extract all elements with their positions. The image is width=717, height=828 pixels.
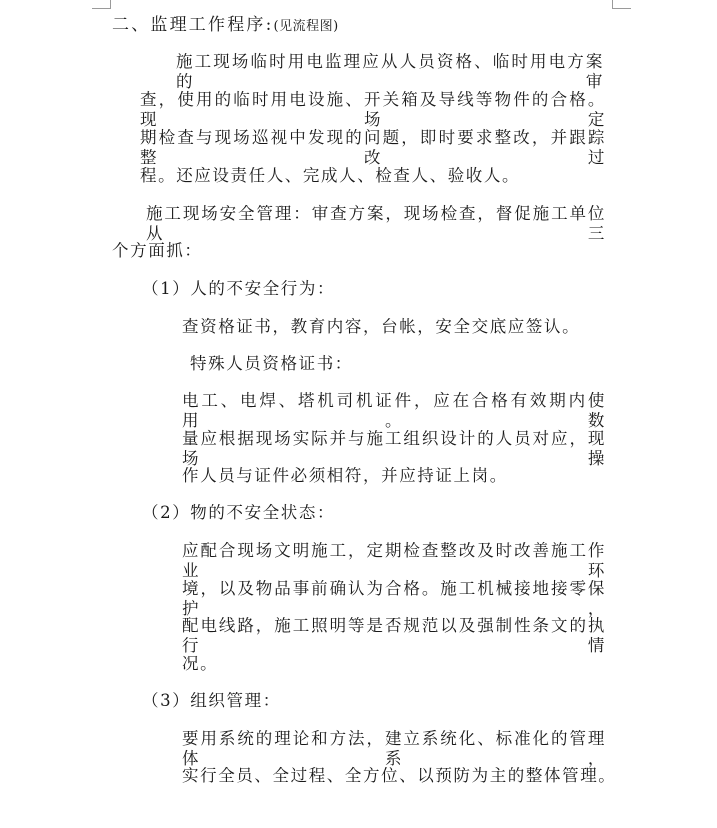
item-label: （1）人的不安全行为： bbox=[142, 279, 336, 298]
section-heading bbox=[112, 15, 339, 37]
section-note: (见流程图) bbox=[273, 19, 339, 34]
item-line: 量应根据现场实际并与施工组织设计的人员对应，现场操 bbox=[182, 429, 606, 468]
safety-intro-line: 个方面抓： bbox=[112, 241, 203, 260]
item-line: 配电线路，施工照明等是否规范以及强制性条文的执行情 bbox=[182, 616, 606, 655]
electric-paragraph-line: 查，使用的临时用电设施、开关箱及导线等物件的合格。现场定 bbox=[140, 90, 606, 129]
item-line: 电工、电焊、塔机司机证件，应在合格有效期内使用。数 bbox=[182, 391, 606, 430]
item-line: 作人员与证件必须相符，并应持证上岗。 bbox=[182, 466, 508, 485]
crop-mark-left bbox=[92, 0, 111, 9]
item-line: 境，以及物品事前确认为合格。施工机械接地接零保护， bbox=[182, 579, 606, 618]
item-label: （2）物的不安全状态： bbox=[142, 503, 336, 522]
electric-paragraph-line: 期检查与现场巡视中发现的问题，即时要求整改，并跟踪整改过 bbox=[140, 128, 606, 167]
item-line: 特殊人员资格证书： bbox=[190, 354, 353, 373]
item-label: （3）组织管理： bbox=[142, 691, 281, 710]
crop-mark-right bbox=[612, 0, 631, 9]
item-line: 查资格证书，教育内容，台帐，安全交底应签认。 bbox=[182, 317, 581, 336]
safety-intro-line: 施工现场安全管理：审查方案，现场检查，督促施工单位从三 bbox=[146, 204, 606, 243]
item-line: 要用系统的理论和方法，建立系统化、标准化的管理体系， bbox=[182, 729, 606, 768]
section-title: 二、监理工作程序: bbox=[112, 15, 274, 35]
electric-paragraph-line: 程。还应设责任人、完成人、检查人、验收人。 bbox=[140, 166, 521, 185]
item-line: 应配合现场文明施工，定期检查整改及时改善施工作业环 bbox=[182, 541, 606, 580]
electric-paragraph-line: 施工现场临时用电监理应从人员资格、临时用电方案的审 bbox=[176, 52, 604, 91]
item-line: 况。 bbox=[182, 654, 219, 673]
item-line: 实行全员、全过程、全方位、以预防为主的整体管理。 bbox=[182, 766, 617, 785]
